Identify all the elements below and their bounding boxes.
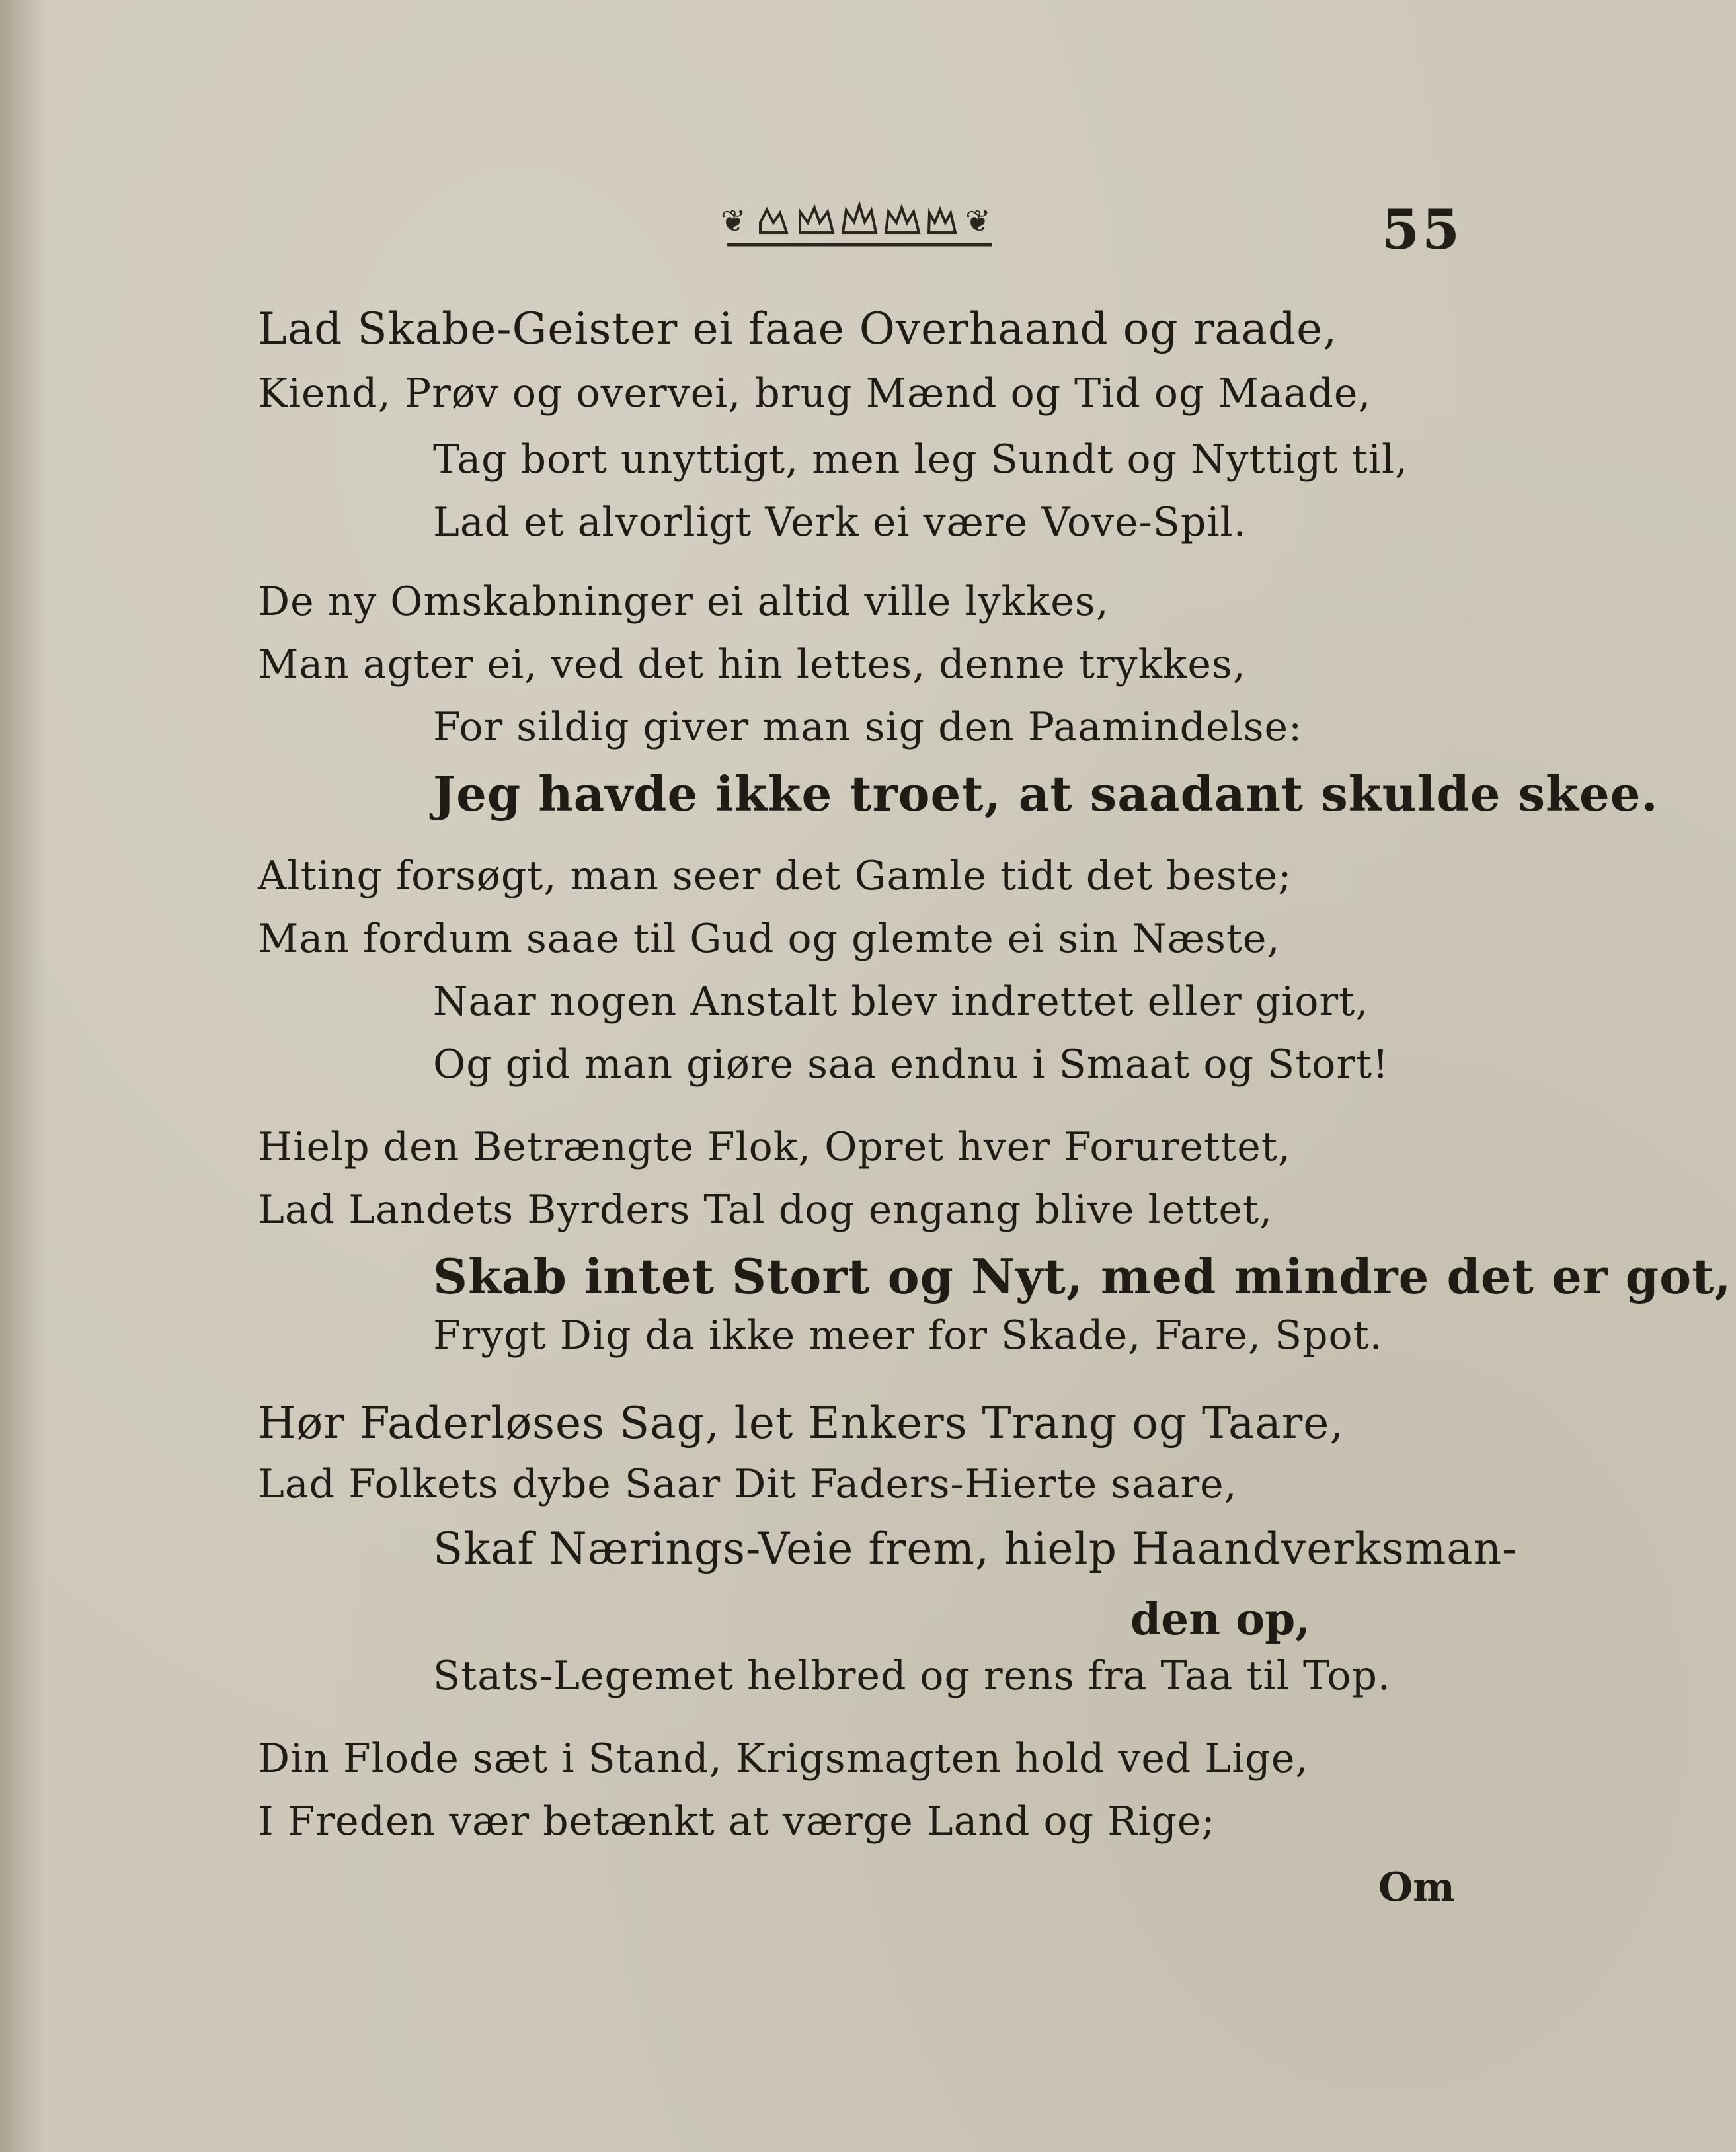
verse-line: Naar nogen Anstalt blev indrettet eller giort, (433, 978, 1369, 1025)
verse-line: De ny Omskabninger ei altid ville lykkes, (258, 578, 1109, 625)
verse-line: Frygt Dig da ikke meer for Skade, Fare, Spot. (433, 1312, 1383, 1359)
svg-text:❦: ❦ (721, 203, 746, 239)
verse-line: For sildig giver man sig den Paamindelse: (433, 704, 1303, 750)
page-number: 55 (1382, 198, 1463, 262)
verse-line: Lad et alvorligt Verk ei være Vove-Spil. (433, 499, 1247, 545)
verse-line: Og gid man giøre saa endnu i Smaat og Stort! (433, 1041, 1390, 1088)
verse-line: Tag bort unyttigt, men leg Sundt og Nyttigt til, (433, 436, 1409, 483)
verse-line: Skab intet Stort og Nyt, med mindre det er got, (433, 1248, 1732, 1304)
verse-line: Kiend, Prøv og overvei, brug Mænd og Tid og Maade, (258, 370, 1372, 417)
verse-line: Hør Faderløses Sag, let Enkers Trang og Taare, (258, 1398, 1345, 1449)
verse-line: Jeg havde ikke troet, at saadant skulde skee. (433, 766, 1659, 822)
verse-line-continuation: den op, (1130, 1593, 1311, 1645)
binding-edge (0, 0, 46, 2152)
verse-line: Man fordum saae til Gud og glemte ei sin Næste, (258, 916, 1281, 962)
verse-line: Hielp den Betrængte Flok, Opret hver Forurettet, (258, 1124, 1291, 1170)
verse-line: Man agter ei, ved det hin lettes, denne trykkes, (258, 641, 1246, 688)
verse-line: Stats-Legemet helbred og rens fra Taa til Top. (433, 1653, 1391, 1699)
svg-text:❦: ❦ (965, 203, 991, 239)
verse-line: Din Flode sæt i Stand, Krigsmagten hold ved Lige, (258, 1735, 1309, 1782)
verse-line: I Freden vær betænkt at værge Land og Rige; (258, 1798, 1216, 1845)
crown-ornament-icon (714, 193, 1005, 253)
catchword: Om (1378, 1864, 1455, 1911)
verse-line: Alting forsøgt, man seer det Gamle tidt det beste; (258, 853, 1292, 899)
verse-line: Lad Skabe-Geister ei faae Overhaand og raade, (258, 303, 1338, 354)
verse-line: Skaf Nærings-Veie frem, hielp Haandverksman- (433, 1523, 1518, 1574)
verse-line: Lad Landets Byrders Tal dog engang blive lettet, (258, 1187, 1273, 1233)
verse-line: Lad Folkets dybe Saar Dit Faders-Hierte saare, (258, 1461, 1238, 1507)
